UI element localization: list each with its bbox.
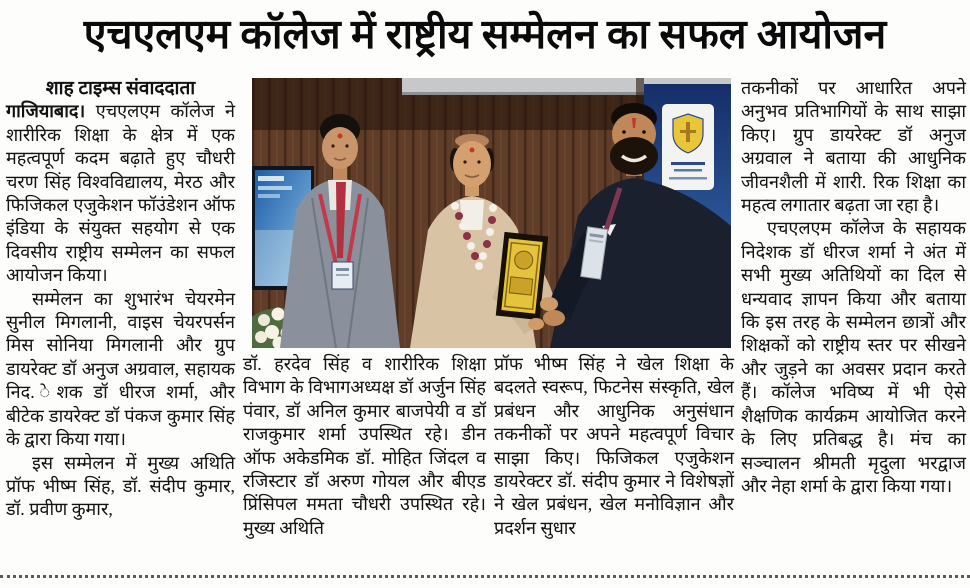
byline: शाह टाइम्स संवाददाता [45, 78, 196, 99]
article-column-1 [6, 77, 235, 565]
paragraph-lead [6, 100, 235, 287]
tilak-mark [338, 134, 343, 139]
paragraph: सम्मेलन का शुभारंभ चेयरमेन सुनील मिगलानी, वाइस चेयरपर्सन मिस सोनिया मिगलानी और ग्रुप डायरेक्ट डॉ अनुज अग्रवाल, सहायक निद. ेशक डॉ धीरज शर्मा, और बीटेक डायरेक्ट डॉ पंकज कुमार सिंह के द्वारा किया गया। [6, 288, 235, 450]
paragraph: इस सम्मेलन में मुख्य अथिति प्रॉफ भीष्म सिंह, डॉ. संदीप कुमार, डॉ. प्रवीण कुमार, [6, 452, 235, 520]
lead-text: एचएलएम कॉलेज ने शारीरिक शिक्षा के क्षेत्र में एक महत्वपूर्ण कदम बढ़ाते हुए चौधरी चरण सिंह विश्वविद्यालय, मेरठ और फिजिकल एजुकेशन फॉउंडेशन ऑफ इंडिया के संयुक्त सहयोग से एक दिवसीय राष्ट्रीय सम्मेलन का सफल आयोजन किया। [6, 101, 235, 286]
article-column-3 [494, 353, 734, 565]
beard [610, 137, 658, 175]
face [322, 127, 358, 169]
article-column-2 [243, 353, 486, 565]
banner-logo [662, 104, 714, 190]
bottom-dotted-rule [0, 575, 970, 578]
paragraph: एचएलएम कॉलेज के सहायक निदेशक डॉ धीरज शर्मा ने अंत में सभी मुख्य अतिथियों का दिल से धन्यवाद ज्ञापन किया और बताया कि इस तरह के सम्मेलन छात्रों और शिक्षकों को राष्ट्रीय स्तर पर सीखने और जुड़ने का अवसर प्रदान करते हैं। कॉलेज भविष्य में भी ऐसे शैक्षणिक कार्यक्रम आयोजित करने के लिए प्रतिबद्ध है। मंच का सञ्चालन श्रीमती मृदुला भरद्वाज और नेहा शर्मा के द्वारा किया गया। [741, 218, 966, 496]
paragraph: डॉ. हरदेव सिंह व शारीरिक शिक्षा विभाग के विभागअध्यक्ष डॉ अर्जुन सिंह पंवार, डॉ अनिल कुमार बाजपेयी व डॉ राजकुमार शर्मा उपस्थित रहे। डीन ऑफ अकेडमिक डॉ. मोहित जिंदल व रजिस्टार डॉ अरुण गोयल और बीएड प्रिंसिपल ममता चौधरी उपस्थित रहे। मुख्य अथिति [243, 354, 486, 538]
article-headline: एचएलएम कॉलेज में राष्ट्रीय सम्मेलन का सफल आयोजन [83, 11, 887, 57]
award-plaque [496, 232, 549, 320]
conference-photo [252, 78, 731, 348]
article-column-4 [741, 77, 966, 565]
conference-photo-illustration [252, 78, 731, 348]
dateline: गाजियाबाद। [6, 101, 86, 122]
paragraph: प्रॉफ भीष्म सिंह ने खेल शिक्षा के बदलते स्वरूप, फिटनेस संस्कृति, खेल प्रबंधन और आधुनिक अनुसंधान तकनीकों पर अपने महत्वपूर्ण विचार साझा किए। फिजिकल एजुकेशन डायरेक्टर डॉ. संदीप कुमार ने विशेषज्ञों ने खेल प्रबंधन, खेल मनोविज्ञान और प्रदर्शन सुधार [494, 354, 734, 538]
paragraph: तकनीकों पर आधारित अपने अनुभव प्रतिभागियों के साथ साझा किए। ग्रुप डायरेक्ट डॉ अनुज अग्रवाल ने बताया की आधुनिक जीवनशैली में शारी. रिक शिक्षा का महत्व लगातार बढ़ता जा रहा है। [741, 78, 966, 216]
tilak-mark [470, 148, 475, 153]
